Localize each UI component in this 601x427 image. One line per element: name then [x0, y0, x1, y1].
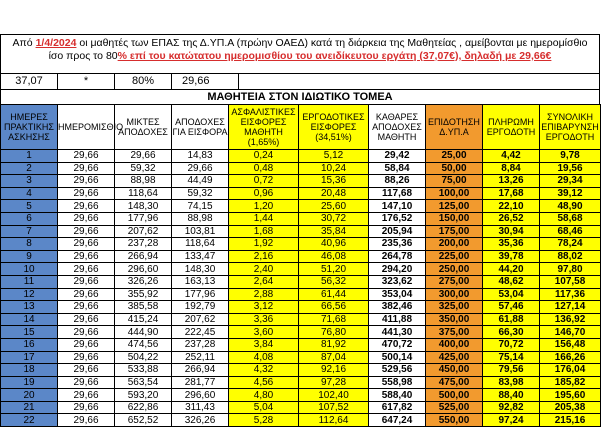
- table-cell: 29,66: [58, 150, 115, 163]
- table-cell: 29,66: [58, 238, 115, 251]
- table-cell: 4,32: [229, 364, 299, 377]
- table-row: [1, 351, 601, 364]
- table-cell: 118,64: [172, 238, 229, 251]
- table-row: [1, 200, 601, 213]
- table-cell: 30,72: [299, 212, 369, 225]
- table-cell: 2,16: [229, 250, 299, 263]
- table-cell: 1,92: [229, 238, 299, 251]
- intro-text-1: Από: [12, 37, 36, 49]
- table-cell: 4,42: [483, 150, 540, 163]
- table-cell: 385,58: [115, 301, 172, 314]
- table-cell: 26,52: [483, 212, 540, 225]
- table-cell: 29,66: [58, 338, 115, 351]
- table-cell: 20: [1, 389, 58, 402]
- table-row: [1, 275, 601, 288]
- table-cell: 39,78: [483, 250, 540, 263]
- table-row: [1, 162, 601, 175]
- table-cell: 350,00: [426, 313, 483, 326]
- table-cell: 148,30: [115, 200, 172, 213]
- table-cell: 70,72: [483, 338, 540, 351]
- table-cell: 200,00: [426, 238, 483, 251]
- table-cell: 59,32: [115, 162, 172, 175]
- table-cell: 1,20: [229, 200, 299, 213]
- table-row: [1, 212, 601, 225]
- table-cell: 444,90: [115, 326, 172, 339]
- table-cell: 17,68: [483, 187, 540, 200]
- table-cell: 264,78: [369, 250, 426, 263]
- table-cell: 475,00: [426, 376, 483, 389]
- table-cell: 411,88: [369, 313, 426, 326]
- table-cell: 237,28: [172, 338, 229, 351]
- table-cell: 4,56: [229, 376, 299, 389]
- table-cell: 75,14: [483, 351, 540, 364]
- table-cell: 9,78: [540, 150, 601, 163]
- table-cell: 1: [1, 150, 58, 163]
- table-cell: 75,00: [426, 175, 483, 188]
- table-cell: 87,04: [299, 351, 369, 364]
- table-cell: 15: [1, 326, 58, 339]
- table-row: [1, 175, 601, 188]
- table-cell: 7: [1, 225, 58, 238]
- table-cell: 15,36: [299, 175, 369, 188]
- table-cell: 195,60: [540, 389, 601, 402]
- table-cell: 504,22: [115, 351, 172, 364]
- table-cell: 25,60: [299, 200, 369, 213]
- column-header: ΣΥΝΟΛΙΚΗ ΕΠΙΒΑΡΥΝΣΗ ΕΡΓΟΔΟΤΗ: [540, 105, 601, 150]
- table-cell: 76,80: [299, 326, 369, 339]
- table-cell: 79,56: [483, 364, 540, 377]
- table-row: [1, 401, 601, 414]
- table-cell: 29,66: [58, 200, 115, 213]
- table-cell: 617,82: [369, 401, 426, 414]
- intro-box: [0, 34, 600, 74]
- table-cell: 56,32: [299, 275, 369, 288]
- table-row: [1, 389, 601, 402]
- table-cell: 13: [1, 301, 58, 314]
- table-cell: 529,56: [369, 364, 426, 377]
- table-row: [1, 187, 601, 200]
- table-cell: 29,66: [58, 175, 115, 188]
- table-cell: 66,30: [483, 326, 540, 339]
- table-row: [1, 225, 601, 238]
- table-cell: 107,58: [540, 275, 601, 288]
- table-cell: 16: [1, 338, 58, 351]
- table-cell: 235,36: [369, 238, 426, 251]
- table-cell: 112,64: [299, 414, 369, 427]
- table-cell: 88,98: [115, 175, 172, 188]
- table-cell: 103,81: [172, 225, 229, 238]
- table-cell: 9: [1, 250, 58, 263]
- table-cell: 20,48: [299, 187, 369, 200]
- table-cell: 550,00: [426, 414, 483, 427]
- table-cell: 92,16: [299, 364, 369, 377]
- table-cell: 3,84: [229, 338, 299, 351]
- table-cell: 8,84: [483, 162, 540, 175]
- table-cell: 25,00: [426, 150, 483, 163]
- column-header: ΕΠΙΔΟΤΗΣΗ Δ.ΥΠ.Α: [426, 105, 483, 150]
- table-cell: 300,00: [426, 288, 483, 301]
- table-cell: 375,00: [426, 326, 483, 339]
- table-cell: 35,84: [299, 225, 369, 238]
- table-cell: 652,52: [115, 414, 172, 427]
- table-cell: 470,72: [369, 338, 426, 351]
- table-cell: 29,66: [58, 250, 115, 263]
- table-cell: 29,66: [58, 364, 115, 377]
- table-cell: 14: [1, 313, 58, 326]
- column-header: ΠΛΗΡΩΜΗ ΕΡΓΟΔΟΤΗ: [483, 105, 540, 150]
- table-cell: 22,10: [483, 200, 540, 213]
- intro-text-3: % επί του κατώτατου ημερομισθίου του ανειδίκευτου εργάτη (37,07€), δηλαδή με 29,66€: [117, 50, 552, 62]
- table-cell: 205,94: [369, 225, 426, 238]
- table-cell: 30,94: [483, 225, 540, 238]
- table-cell: 88,02: [540, 250, 601, 263]
- table-cell: 4: [1, 187, 58, 200]
- table-cell: 10,24: [299, 162, 369, 175]
- table-cell: 97,28: [299, 376, 369, 389]
- table-cell: 207,62: [172, 313, 229, 326]
- table-cell: 415,24: [115, 313, 172, 326]
- table-cell: 425,00: [426, 351, 483, 364]
- table-cell: 92,82: [483, 401, 540, 414]
- table-row: [1, 364, 601, 377]
- table-cell: 58,68: [540, 212, 601, 225]
- table-row: [1, 313, 601, 326]
- table-cell: 281,77: [172, 376, 229, 389]
- table-cell: 207,62: [115, 225, 172, 238]
- table-cell: 46,08: [299, 250, 369, 263]
- table-cell: 296,60: [172, 389, 229, 402]
- table-cell: 5: [1, 200, 58, 213]
- table-cell: 19,56: [540, 162, 601, 175]
- table-cell: 29,66: [58, 275, 115, 288]
- table-cell: 125,00: [426, 200, 483, 213]
- table-cell: 533,88: [115, 364, 172, 377]
- calc-row: [0, 74, 600, 90]
- table-cell: 29,66: [58, 212, 115, 225]
- table-cell: 147,10: [369, 200, 426, 213]
- table-cell: 222,45: [172, 326, 229, 339]
- table-cell: 100,00: [426, 187, 483, 200]
- table-cell: 0,48: [229, 162, 299, 175]
- table-cell: 237,28: [115, 238, 172, 251]
- table-cell: 176,04: [540, 364, 601, 377]
- table-cell: 44,49: [172, 175, 229, 188]
- table-cell: 51,20: [299, 263, 369, 276]
- table-row: [1, 301, 601, 314]
- table-cell: 44,20: [483, 263, 540, 276]
- table-cell: 29,34: [540, 175, 601, 188]
- table-cell: 57,46: [483, 301, 540, 314]
- table-cell: 0,96: [229, 187, 299, 200]
- table-cell: 3,36: [229, 313, 299, 326]
- table-cell: 1,44: [229, 212, 299, 225]
- table-cell: 225,00: [426, 250, 483, 263]
- table-cell: 17: [1, 351, 58, 364]
- column-header: ΗΜΕΡΕΣ ΠΡΑΚΤΙΚΗΣ ΑΣΚΗΣΗΣ: [1, 105, 58, 150]
- table-cell: 29,66: [58, 401, 115, 414]
- table-cell: 117,36: [540, 288, 601, 301]
- table-cell: 102,40: [299, 389, 369, 402]
- table-cell: 441,30: [369, 326, 426, 339]
- table-cell: 558,98: [369, 376, 426, 389]
- table-cell: 83,98: [483, 376, 540, 389]
- table-cell: 588,40: [369, 389, 426, 402]
- section-title: ΜΑΘΗΤΕΙΑ ΣΤΟΝ ΙΔΙΩΤΙΚΟ ΤΟΜΕΑ: [0, 90, 600, 104]
- table-cell: 150,00: [426, 212, 483, 225]
- table-cell: 156,48: [540, 338, 601, 351]
- table-cell: 18: [1, 364, 58, 377]
- table-cell: 29,66: [58, 187, 115, 200]
- table-cell: 593,20: [115, 389, 172, 402]
- intro-text: [1, 35, 599, 63]
- table-cell: 3,12: [229, 301, 299, 314]
- table-cell: 88,98: [172, 212, 229, 225]
- table-cell: 323,62: [369, 275, 426, 288]
- table-cell: 205,38: [540, 401, 601, 414]
- table-cell: 5,28: [229, 414, 299, 427]
- table-cell: 48,62: [483, 275, 540, 288]
- table-cell: 0,72: [229, 175, 299, 188]
- table-cell: 29,66: [58, 313, 115, 326]
- table-cell: 0,24: [229, 150, 299, 163]
- table-cell: 68,46: [540, 225, 601, 238]
- table-cell: 12: [1, 288, 58, 301]
- table-cell: 525,00: [426, 401, 483, 414]
- table-cell: 175,00: [426, 225, 483, 238]
- table-cell: 5,04: [229, 401, 299, 414]
- table-cell: 22: [1, 414, 58, 427]
- table-cell: 177,96: [172, 288, 229, 301]
- table-cell: 647,24: [369, 414, 426, 427]
- table-cell: 3,60: [229, 326, 299, 339]
- table-row: [1, 414, 601, 427]
- table-cell: 50,00: [426, 162, 483, 175]
- table-cell: 325,00: [426, 301, 483, 314]
- table-cell: 136,92: [540, 313, 601, 326]
- table-cell: 252,11: [172, 351, 229, 364]
- table-cell: 29,66: [58, 326, 115, 339]
- table-cell: 78,24: [540, 238, 601, 251]
- table-cell: 58,84: [369, 162, 426, 175]
- table-cell: 11: [1, 275, 58, 288]
- table-cell: 10: [1, 263, 58, 276]
- column-header: ΑΣΦΑΛΙΣΤΙΚΕΣ ΕΙΣΦΟΡΕΣ ΜΑΘΗΤΗ (1,65%): [229, 105, 299, 150]
- column-header: ΚΑΘΑΡΕΣ ΑΠΟΔΟΧΕΣ ΜΑΘΗΤΗ: [369, 105, 426, 150]
- table-cell: 266,94: [115, 250, 172, 263]
- table-cell: 185,82: [540, 376, 601, 389]
- calc-op: *: [58, 74, 115, 89]
- calc-result: 29,66: [172, 74, 239, 89]
- table-cell: 6: [1, 212, 58, 225]
- table-cell: 563,54: [115, 376, 172, 389]
- table-row: [1, 150, 601, 163]
- column-header: ΗΜΕΡΟΜΙΣΘΙΟ: [58, 105, 115, 150]
- table-cell: 29,66: [58, 301, 115, 314]
- table-cell: 74,15: [172, 200, 229, 213]
- table-cell: 133,47: [172, 250, 229, 263]
- table-cell: 13,26: [483, 175, 540, 188]
- table-cell: 275,00: [426, 275, 483, 288]
- table-cell: 326,26: [115, 275, 172, 288]
- table-row: [1, 376, 601, 389]
- table-cell: 29,66: [58, 162, 115, 175]
- table-cell: 311,43: [172, 401, 229, 414]
- table-row: [1, 338, 601, 351]
- table-cell: 5,12: [299, 150, 369, 163]
- table-cell: 53,04: [483, 288, 540, 301]
- table-cell: 29,66: [115, 150, 172, 163]
- table-cell: 400,00: [426, 338, 483, 351]
- table-cell: 48,90: [540, 200, 601, 213]
- table-cell: 117,68: [369, 187, 426, 200]
- table-cell: 97,24: [483, 414, 540, 427]
- table-cell: 127,14: [540, 301, 601, 314]
- table-cell: 296,60: [115, 263, 172, 276]
- table-cell: 66,56: [299, 301, 369, 314]
- table-cell: 29,66: [58, 288, 115, 301]
- table-cell: 8: [1, 238, 58, 251]
- table-row: [1, 326, 601, 339]
- table-cell: 500,14: [369, 351, 426, 364]
- table-cell: 4,80: [229, 389, 299, 402]
- table-cell: 71,68: [299, 313, 369, 326]
- table-cell: 61,44: [299, 288, 369, 301]
- table-cell: 29,66: [58, 389, 115, 402]
- table-cell: 2,64: [229, 275, 299, 288]
- table-cell: 353,04: [369, 288, 426, 301]
- table-cell: 29,42: [369, 150, 426, 163]
- table-cell: 176,52: [369, 212, 426, 225]
- table-cell: 29,66: [58, 225, 115, 238]
- table-cell: 29,66: [58, 376, 115, 389]
- column-header: ΜΙΚΤΕΣ ΑΠΟΔΟΧΕΣ: [115, 105, 172, 150]
- table-cell: 294,20: [369, 263, 426, 276]
- table-cell: 177,96: [115, 212, 172, 225]
- table-cell: 166,26: [540, 351, 601, 364]
- table-cell: 59,32: [172, 187, 229, 200]
- table-cell: 81,92: [299, 338, 369, 351]
- table-cell: 29,66: [58, 414, 115, 427]
- column-header: ΑΠΟΔΟΧΕΣ ΓΙΑ ΕΙΣΦΟΡΑ: [172, 105, 229, 150]
- table-cell: 29,66: [172, 162, 229, 175]
- table-cell: 163,13: [172, 275, 229, 288]
- table-cell: 2,40: [229, 263, 299, 276]
- table-row: [1, 288, 601, 301]
- intro-date: 1/4/2024: [35, 37, 77, 49]
- table-cell: 2,88: [229, 288, 299, 301]
- table-header-row: [1, 105, 601, 150]
- table-cell: 215,16: [540, 414, 601, 427]
- table-cell: 382,46: [369, 301, 426, 314]
- table-cell: 326,26: [172, 414, 229, 427]
- calc-base: 37,07: [1, 74, 58, 89]
- table-cell: 29,66: [58, 263, 115, 276]
- table-cell: 88,40: [483, 389, 540, 402]
- table-cell: 14,83: [172, 150, 229, 163]
- table-cell: 4,08: [229, 351, 299, 364]
- table-cell: 2: [1, 162, 58, 175]
- table-cell: 355,92: [115, 288, 172, 301]
- salary-table: [0, 104, 601, 427]
- table-cell: 88,26: [369, 175, 426, 188]
- table-cell: 40,96: [299, 238, 369, 251]
- table-cell: 61,88: [483, 313, 540, 326]
- calc-pct: 80%: [115, 74, 172, 89]
- table-row: [1, 263, 601, 276]
- table-cell: 192,79: [172, 301, 229, 314]
- table-cell: 29,66: [58, 351, 115, 364]
- table-cell: 21: [1, 401, 58, 414]
- column-header: ΕΡΓΟΔΟΤΙΚΕΣ ΕΙΣΦΟΡΕΣ (34,51%): [299, 105, 369, 150]
- table-cell: 97,80: [540, 263, 601, 276]
- table-cell: 266,94: [172, 364, 229, 377]
- table-cell: 500,00: [426, 389, 483, 402]
- table-row: [1, 238, 601, 251]
- table-cell: 474,56: [115, 338, 172, 351]
- table-cell: 450,00: [426, 364, 483, 377]
- table-cell: 35,36: [483, 238, 540, 251]
- table-cell: 250,00: [426, 263, 483, 276]
- table-cell: 1,68: [229, 225, 299, 238]
- table-cell: 148,30: [172, 263, 229, 276]
- table-cell: 39,12: [540, 187, 601, 200]
- table-cell: 622,86: [115, 401, 172, 414]
- table-cell: 19: [1, 376, 58, 389]
- table-cell: 146,70: [540, 326, 601, 339]
- table-cell: 3: [1, 175, 58, 188]
- table-row: [1, 250, 601, 263]
- table-cell: 118,64: [115, 187, 172, 200]
- table-cell: 107,52: [299, 401, 369, 414]
- intro-text-2: οι μαθητές των ΕΠΑΣ της Δ.ΥΠ.Α (πρώην ΟΑΕΔ) κατά τη διάρκεια της Μαθητείας , αμείβονται με ημερομίσθιο ίσο προς το 80: [48, 37, 588, 62]
